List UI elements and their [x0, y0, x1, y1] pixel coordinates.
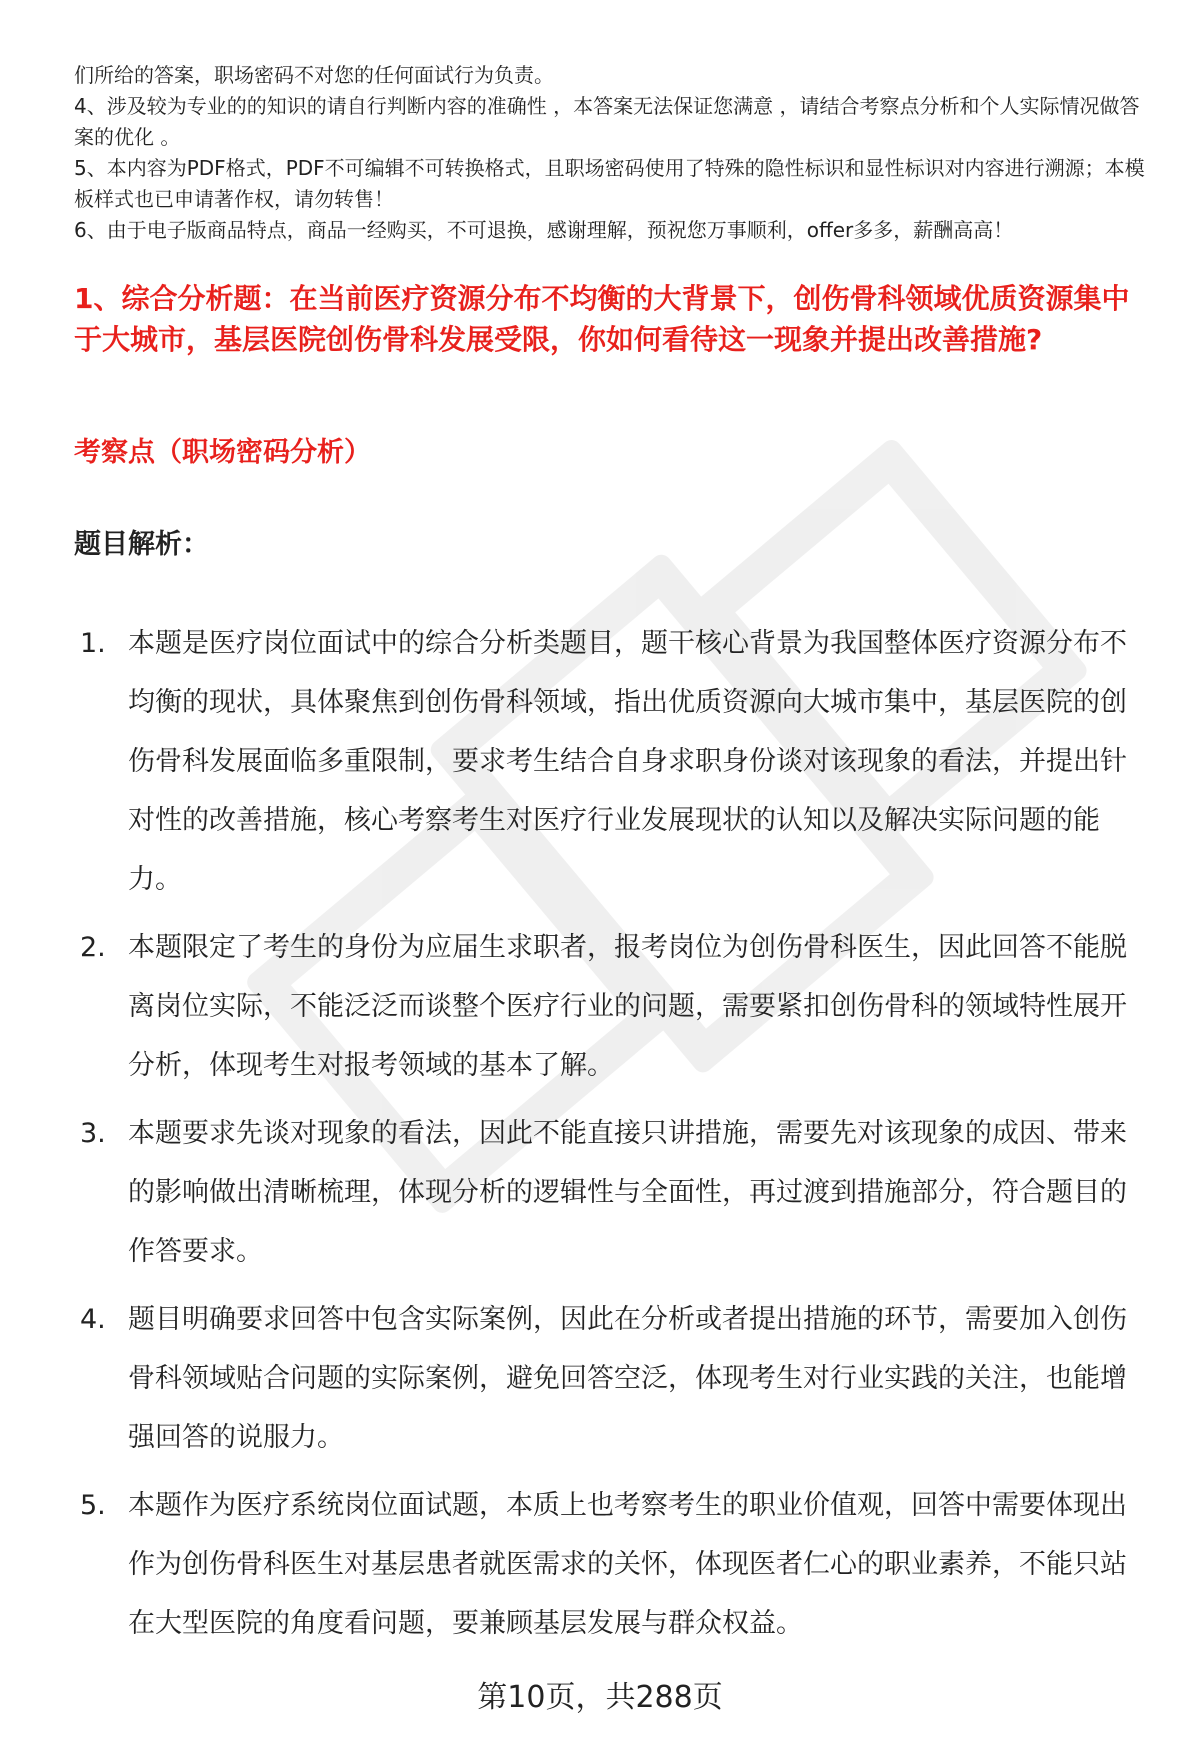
list-item-number: 2. [80, 932, 106, 963]
list-item [80, 918, 1146, 1095]
list-item-number: 4. [80, 1304, 106, 1335]
notice-line: 们所给的答案，职场密码不对您的任何面试行为负责。 [74, 63, 554, 87]
list-item-text: 本题限定了考生的身份为应届生求职者，报考岗位为创伤骨科医生，因此回答不能脱离岗位实际，不能泛泛而谈整个医疗行业的问题，需要紧扣创伤骨科的领域特性展开分析，体现考生对报考领域的基本了解。 [128, 932, 1127, 1081]
list-item-text: 题目明确要求回答中包含实际案例，因此在分析或者提出措施的环节，需要加入创伤骨科领域贴合问题的实际案例，避免回答空泛，体现考生对行业实践的关注，也能增强回答的说服力。 [128, 1304, 1127, 1453]
analysis-list [80, 614, 1146, 1662]
list-item-text: 本题是医疗岗位面试中的综合分析类题目，题干核心背景为我国整体医疗资源分布不均衡的现状，具体聚焦到创伤骨科领域，指出优质资源向大城市集中，基层医院的创伤骨科发展面临多重限制，要求考生结合自身求职身份谈对该现象的看法，并提出针对性的改善措施，核心考察考生对医疗行业发展现状的认知以及解决实际问题的能力。 [128, 628, 1127, 895]
list-item [80, 614, 1146, 909]
notice-list [74, 60, 1154, 246]
analysis-title: 题目解析： [74, 529, 209, 560]
list-item [80, 1476, 1146, 1653]
list-item-number: 1. [80, 628, 106, 659]
list-item-number: 3. [80, 1118, 106, 1149]
question-heading: 1、综合分析题：在当前医疗资源分布不均衡的大背景下，创伤骨科领域优质资源集中于大城市，基层医院创伤骨科发展受限，你如何看待这一现象并提出改善措施? [74, 282, 1130, 356]
section-title: 考察点（职场密码分析） [74, 437, 371, 468]
list-item [80, 1290, 1146, 1467]
page-number: 第10页，共288页 [477, 1680, 723, 1715]
notice-line: 4、涉及较为专业的的知识的请自行判断内容的准确性 ，本答案无法保证您满意 ，请结合考察点分析和个人实际情况做答案的优化 。 [74, 94, 1140, 149]
notice-line: 5、本内容为PDF格式，PDF不可编辑不可转换格式，且职场密码使用了特殊的隐性标识和显性标识对内容进行溯源；本模板样式也已申请著作权，请勿转售！ [74, 156, 1145, 211]
list-item-text: 本题要求先谈对现象的看法，因此不能直接只讲措施，需要先对该现象的成因、带来的影响做出清晰梳理，体现分析的逻辑性与全面性，再过渡到措施部分，符合题目的作答要求。 [128, 1118, 1127, 1267]
notice-line: 6、由于电子版商品特点，商品一经购买，不可退换，感谢理解，预祝您万事顺利，offer多多，薪酬高高！ [74, 218, 1014, 242]
list-item [80, 1104, 1146, 1281]
list-item-text: 本题作为医疗系统岗位面试题，本质上也考察考生的职业价值观，回答中需要体现出作为创伤骨科医生对基层患者就医需求的关怀，体现医者仁心的职业素养，不能只站在大型医院的角度看问题，要兼顾基层发展与群众权益。 [128, 1490, 1127, 1639]
list-item-number: 5. [80, 1490, 106, 1521]
